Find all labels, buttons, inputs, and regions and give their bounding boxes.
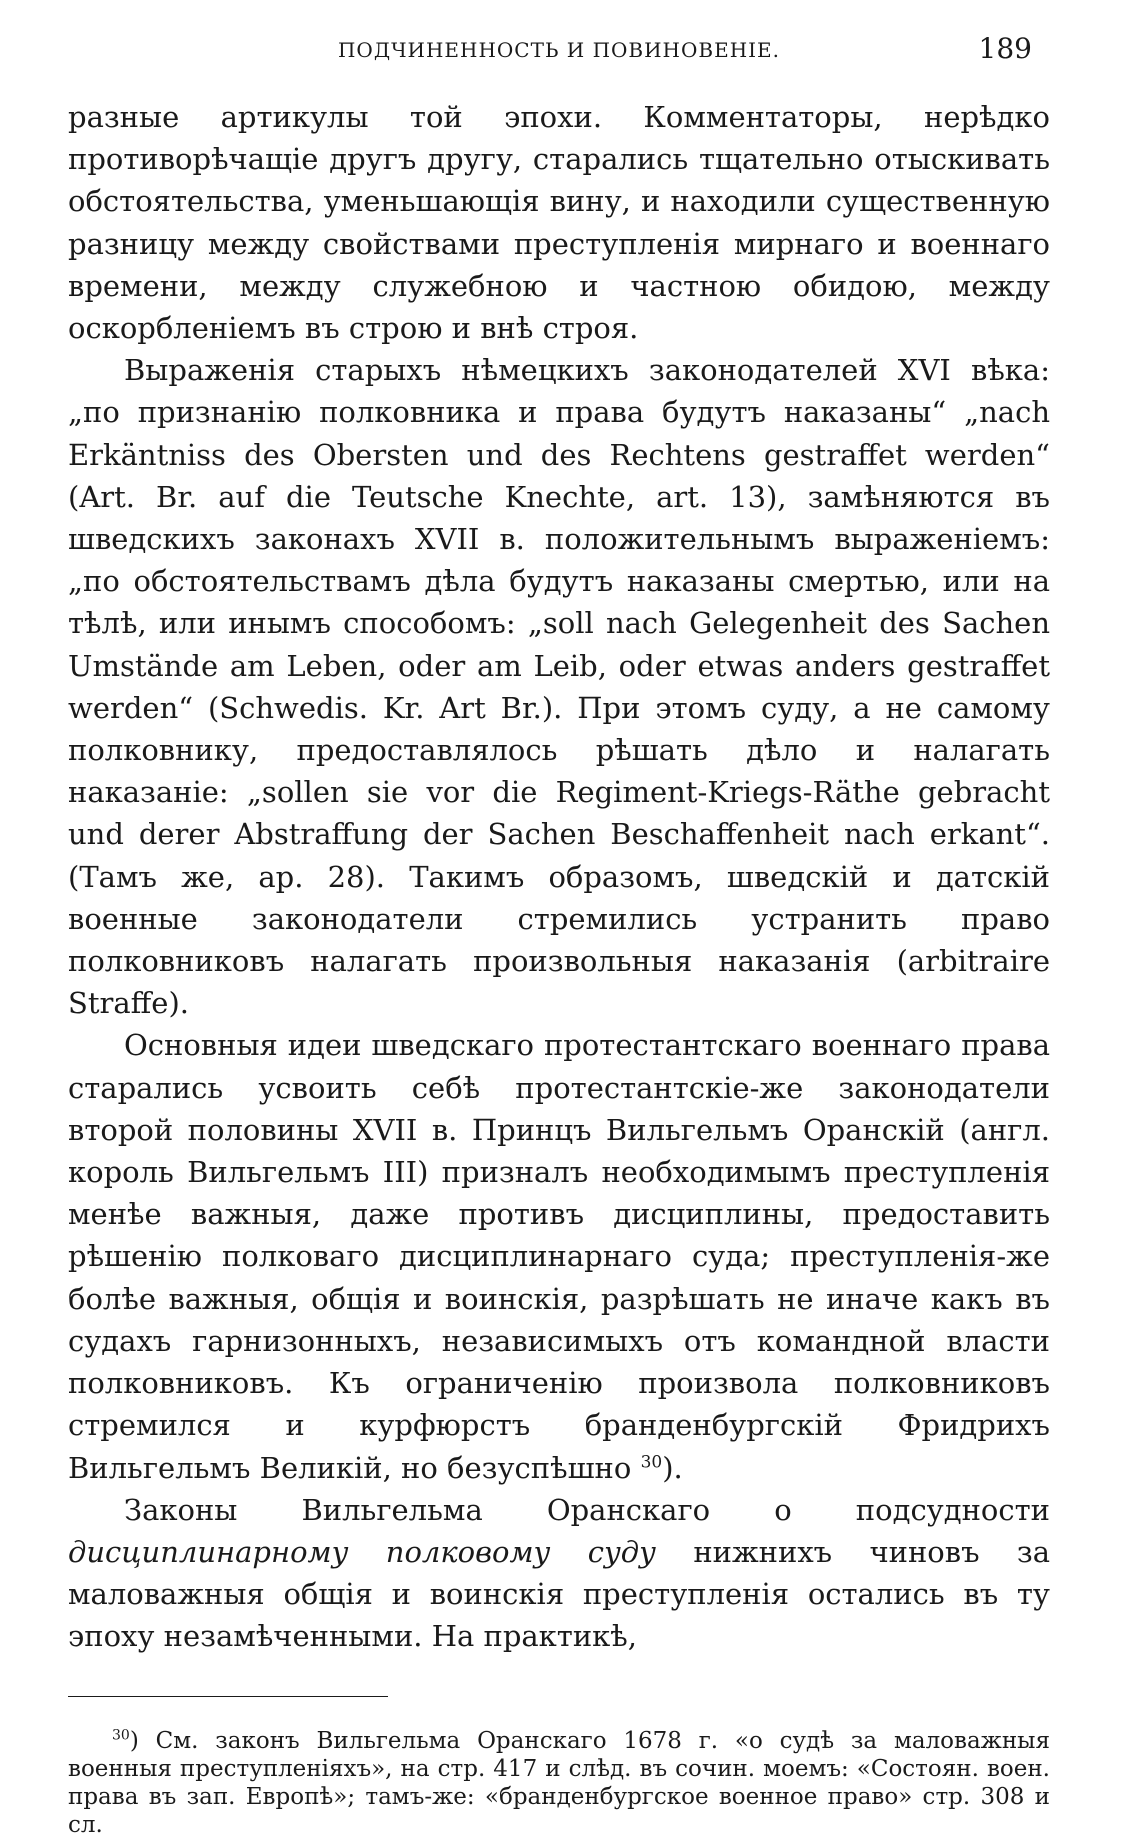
footnote-reference: 30 [640, 1451, 663, 1472]
paragraph-3 [68, 1024, 1050, 1488]
paragraph-2: Выраженія старыхъ нѣмецкихъ законодателей XVI вѣка: „по признанію полковника и права будутъ наказаны“ „nach Erkäntniss des Obersten und des Rechtens gestraffet werden“ (Art. Br. auf die Teutsche Knechte, art. 13), замѣняются въ шведскихъ законахъ XVII в. положительнымъ выраженіемъ: „по обстоятельствамъ дѣла будутъ наказаны смертью, или на тѣлѣ, или инымъ способомъ: „soll nach Gelegenheit des Sachen Umstände am Leben, oder am Leib, oder etwas anders gestraffet werden“ (Schwedis. Kr. Art Br.). При этомъ суду, а не самому полковнику, предоставлялось рѣшать дѣло и налагать наказаніе: „sollen sie vor die Regiment-Kriegs-Räthe gebracht und derer Abstraffung der Sachen Beschaffenheit nach erkant“. (Тамъ же, ар. 28). Такимъ образомъ, шведскій и датскій военные законодатели стремились устранить право полковниковъ налагать произвольныя наказанія (arbitraire Straffe). [68, 353, 1050, 1021]
running-header [68, 30, 1050, 70]
paragraph-4-italic: дисциплинарному полковому суду [68, 1534, 656, 1569]
running-title: ПОДЧИНЕННОСТЬ И ПОВИНОВЕНІЕ. [337, 38, 780, 62]
main-text [68, 96, 1050, 1658]
paragraph-4 [68, 1489, 1050, 1658]
footnote [68, 1727, 1050, 1839]
footnote-text: ) См. законъ Вильгельма Оранскаго 1678 г. «о судѣ за маловажныя военныя преступленіяхъ», на стр. 417 и слѣд. въ сочин. моемъ: «Состоян. воен. права въ зап. Европѣ»; тамъ-же: «бранденбургское военное право» стр. 308 и сл. [68, 1727, 1050, 1838]
paragraph-3-text: Основныя идеи шведскаго протестантскаго военнаго права старались усвоить себѣ протестантскіе-же законодатели второй половины XVII в. Принцъ Вильгельмъ Оранскій (англ. король Вильгельмъ III) призналъ необходимымъ преступленія менѣе важныя, даже противъ дисциплины, предоставить рѣшенію полковаго дисциплинарнаго суда; преступленія-же болѣе важныя, общія и воинскія, разрѣшать не иначе какъ въ судахъ гарнизонныхъ, независимыхъ отъ командной власти полковниковъ. Къ ограниченію произвола полковниковъ стремился и курфюрстъ бранденбургскій Фридрихъ Вильгельмъ Великій, но безуспѣшно [68, 1028, 1050, 1485]
paragraph-1: разные артикулы той эпохи. Комментаторы, нерѣдко противорѣчащіе другъ другу, старались тщательно отыскивать обстоятельства, уменьшающія вину, и находили существенную разницу между свойствами преступленія мирнаго и военнаго времени, между служебною и частною обидою, между оскорбленіемъ въ строю и внѣ строя. [68, 100, 1050, 346]
book-page [68, 30, 1050, 1838]
paragraph-4-end: нижнихъ чиновъ за маловажныя общія и воинскія преступленія остались въ ту эпоху незамѣченными. На практикѣ, [68, 1534, 1050, 1654]
page-number: 189 [978, 32, 1032, 65]
footnote-divider [68, 1696, 388, 1697]
footnote-mark: 30 [112, 1726, 130, 1743]
paragraph-4-start: Законы Вильгельма Оранскаго о подсудности [124, 1492, 1050, 1527]
paragraph-3-end: ). [662, 1450, 683, 1485]
